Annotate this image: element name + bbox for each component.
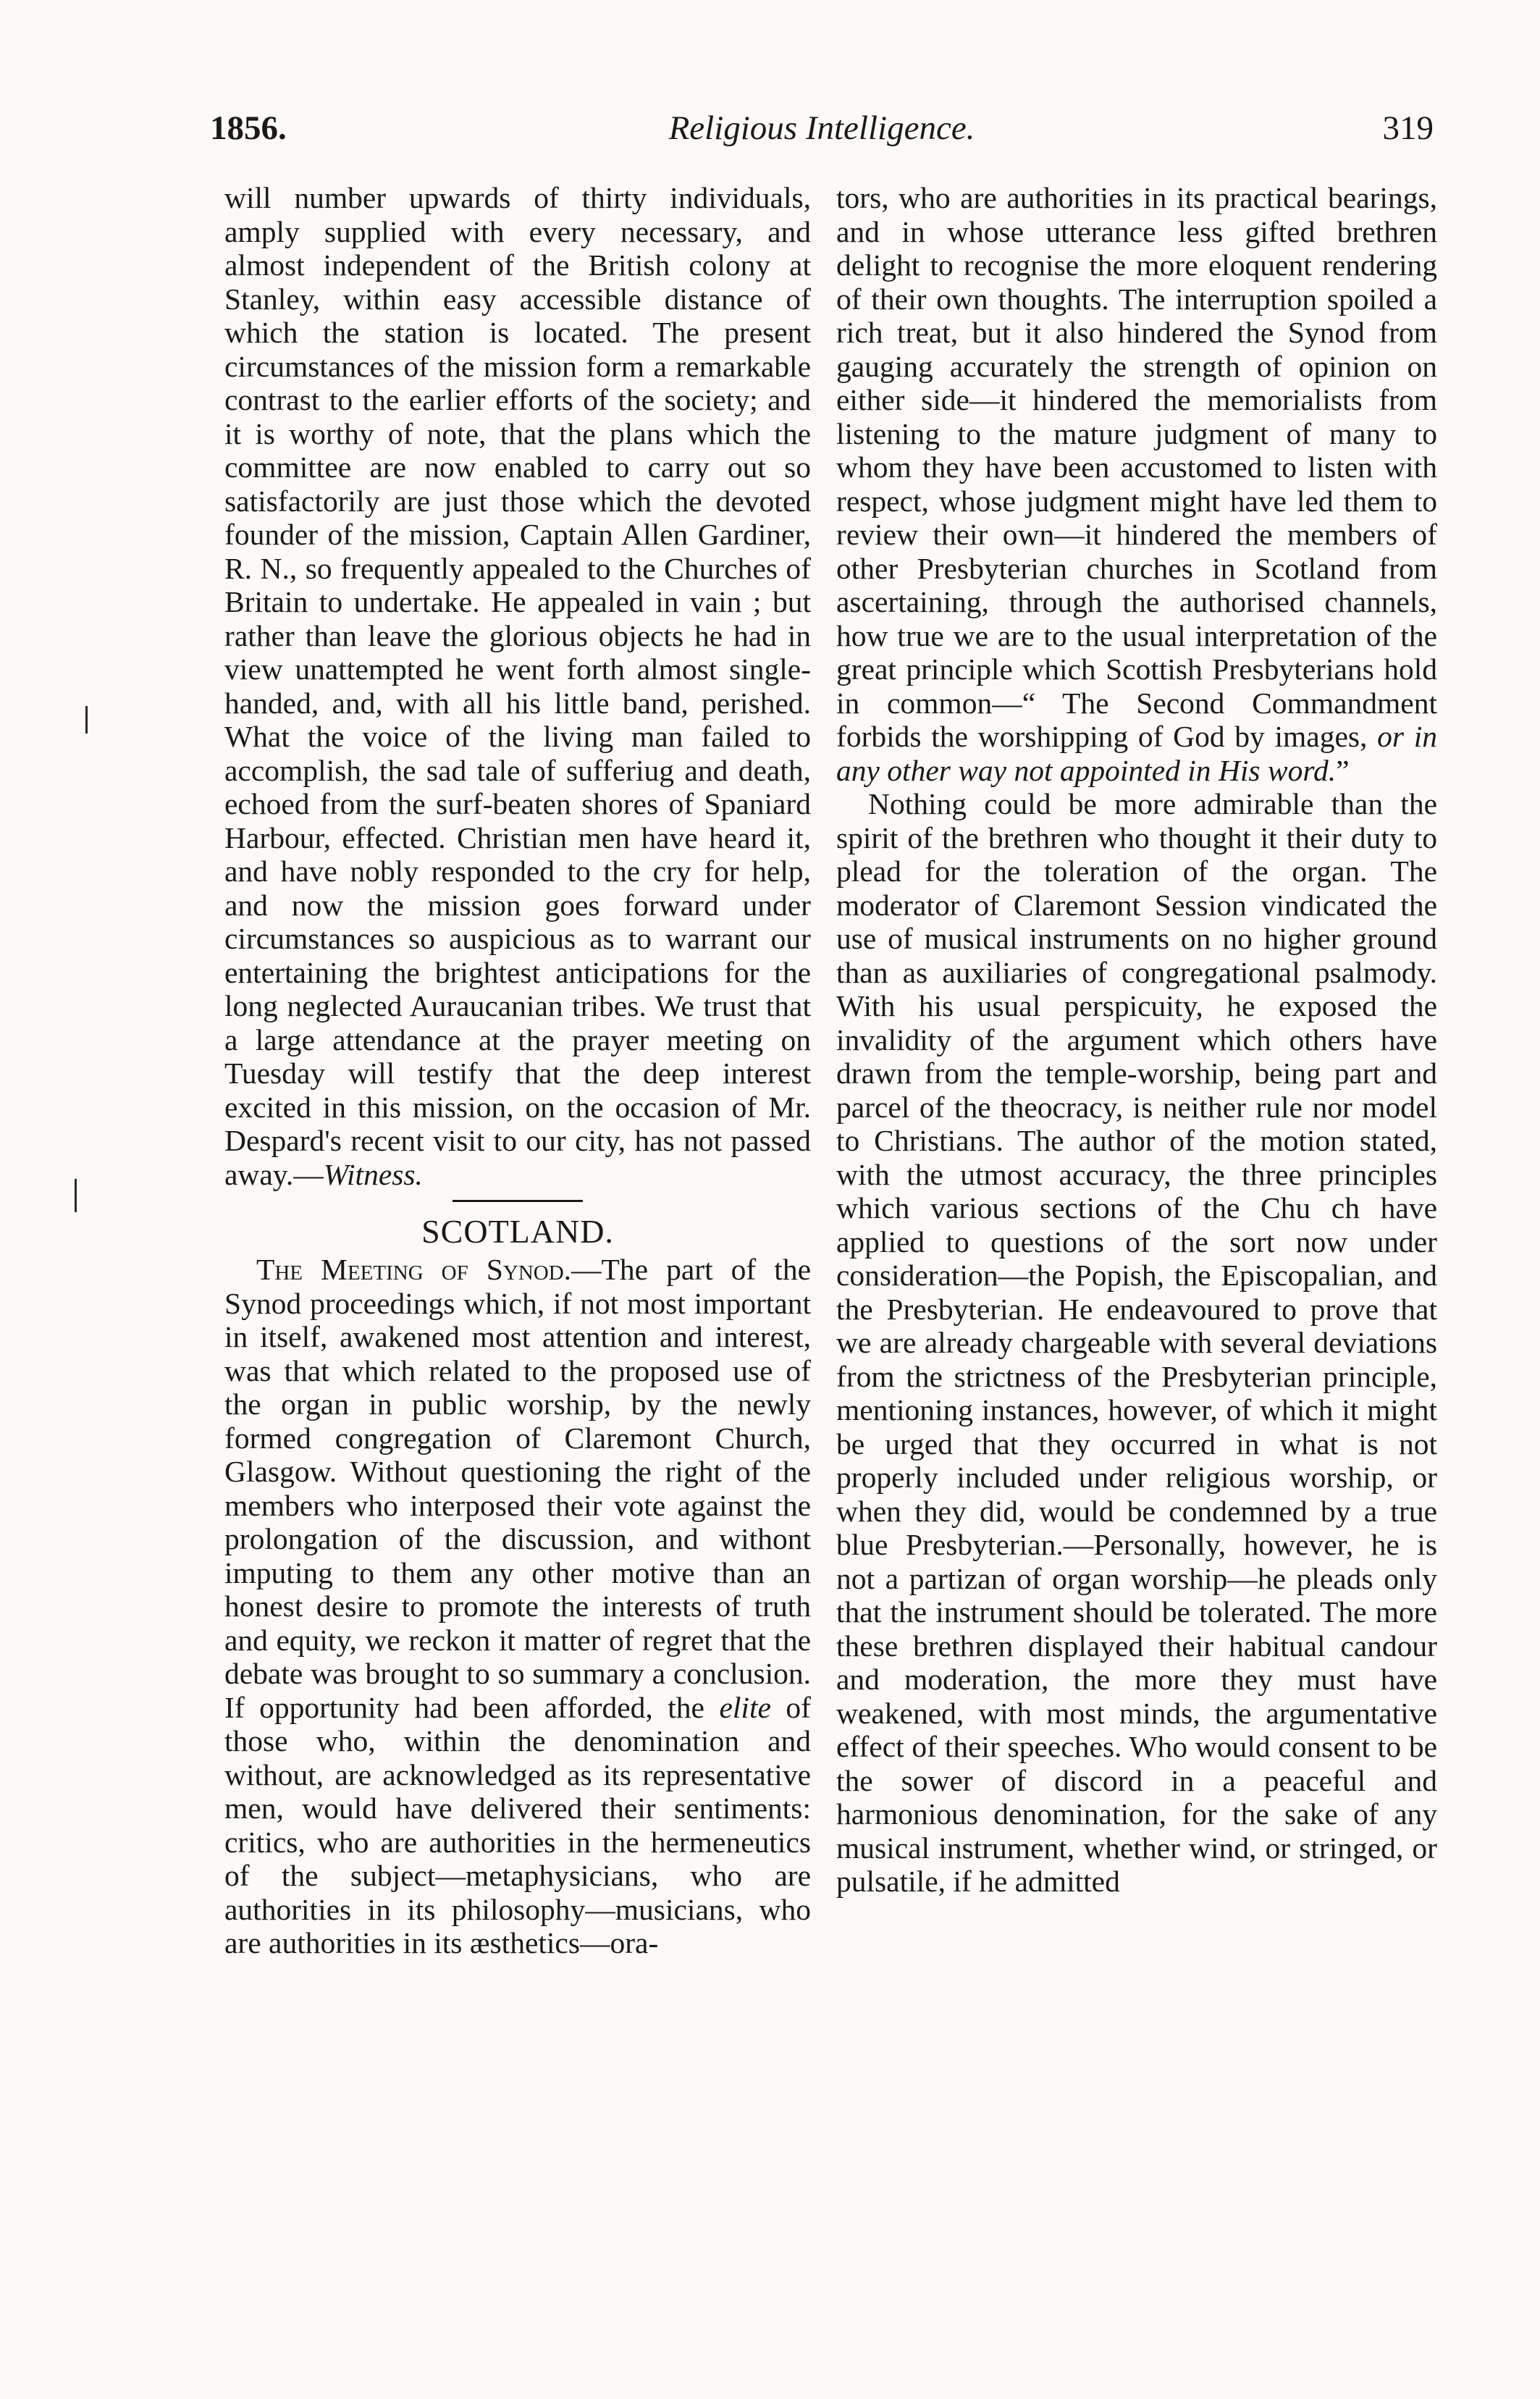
paragraph-organ <box>836 787 1437 1899</box>
left-column <box>224 181 811 1960</box>
paragraph-text: —The part of the Synod proceedings which, if not most important in itself, awakened most attention and interest, was that which related to the proposed use of the organ in public worship, by the newly formed congregation of Claremont Church, Glasgow. Without questioning the right of the members who interposed their vote against the prolongation of the discussion, and withont imputing to them any other motive than an honest desire to promote the interests of truth and equity, we reckon it matter of regret that the debate was brought to so summary a conclusion. If opportunity had been afforded, the <box>224 1253 811 1724</box>
italic-quote: or in any other way not appointed in His word. <box>836 720 1438 787</box>
margin-mark <box>75 1179 77 1212</box>
paragraph-text: will number upwards of thirty individuals, amply supplied with every necessary, and almost independent of the British colony at Stanley, within easy accessible distance of which the station is located. The present circumstances of the mission form a remarkable contrast to the earlier efforts of the society; and it is worthy of note, that the plans which the committee are now enabled to carry out so satisfactorily are just those which the devoted founder of the mission, Captain Allen Gardiner, R. N., so frequently appealed to the Churches of Britain to undertake. He appealed in vain ; but rather than leave the glorious objects he had in view unattempted he went forth almost single-handed, and, with all his little band, perished. What the voice of the living man failed to accomplish, the sad tale of sufferiug and death, echoed from the surf-beaten shores of Spaniard Harbour, effected. Christian men have heard it, and have nobly responded to the cry for help, and now the mission goes forward under circumstances so auspicious as to warrant our entertaining the brightest anticipations for the long neglected Auraucanian tribes. We trust that a large attendance at the prayer meeting on Tuesday will testify that the deep interest excited in this mission, on the occasion of Mr. Despard's recent visit to our city, has not passed away.— <box>224 181 811 1191</box>
quote-close: ” <box>1336 753 1350 787</box>
section-heading: SCOTLAND. <box>421 1213 614 1250</box>
running-header <box>210 109 1434 167</box>
margin-mark <box>85 706 88 734</box>
paragraph-mission <box>224 181 811 1191</box>
source-credit: Witness. <box>323 1157 423 1191</box>
italic-term: elite <box>719 1690 771 1724</box>
paragraph-synod <box>224 1253 811 1960</box>
paragraph-continuation <box>836 181 1437 787</box>
paragraph-text: of those who, within the denomination and without, are acknowledged as its representative men, would have delivered their sentiments: critics, who are authorities in the hermeneutics of the subject—metaphysicians, who are authorities in its philosophy—musicians, who are authorities in its æsthetics—ora- <box>224 1690 811 1959</box>
paragraph-lead: The Meeting of Synod. <box>256 1253 572 1286</box>
header-year: 1856. <box>210 109 287 147</box>
right-column <box>836 181 1437 1899</box>
paragraph-text: Nothing could be more admirable than the spirit of the brethren who thought it their duty to plead for the toleration of the organ. The moderator of Claremont Session vindicated the use of musical instruments on no higher ground than as auxiliaries of congregational psalmody. With his usual perspicuity, he exposed the invalidity of the argument which others have drawn from the temple-worship, being part and parcel of the theocracy, is neither rule nor model to Christians. The author of the motion stated, with the utmost accuracy, the three principles which various sections of the Chu ch have applied to questions of the sort now under consideration—the Popish, the Episcopalian, and the Presbyterian. He endeavoured to prove that we are already chargeable with several deviations from the strictness of the Presbyterian principle, mentioning instances, however, of which it might be urged that they occurred in what is not properly included under religious worship, or when they did, would be condemned by a true blue Presbyterian.—Personally, however, he is not a partizan of organ worship—he pleads only that the instrument should be tolerated. The more these brethren displayed their habitual candour and moderation, the more they must have weakened, with most minds, the argumentative effect of their speeches. Who would consent to be the sower of discord in a peaceful and harmonious denomination, for the sake of any musical instrument, whether wind, or stringed, or pulsatile, if he admitted <box>836 787 1437 1898</box>
section-rule <box>453 1200 583 1202</box>
paragraph-text: tors, who are authorities in its practical bearings, and in whose utterance less gifted brethren delight to recognise the more eloquent rendering of their own thoughts. The interruption spoiled a rich treat, but it also hindered the Synod from gauging accurately the strength of opinion on either side—it hindered the memorialists from listening to the mature judgment of many to whom they have been accustomed to listen with respect, whose judgment might have led them to review their own—it hindered the members of other Presbyterian churches in Scotland from ascertaining, through the authorised channels, how true we are to the usual interpretation of the great principle which Scottish Presbyterians hold in common—“ The Second Commandment forbids the worshipping of God by images, <box>836 181 1437 753</box>
header-title: Religious Intelligence. <box>668 109 975 147</box>
page-number: 319 <box>1382 109 1434 147</box>
